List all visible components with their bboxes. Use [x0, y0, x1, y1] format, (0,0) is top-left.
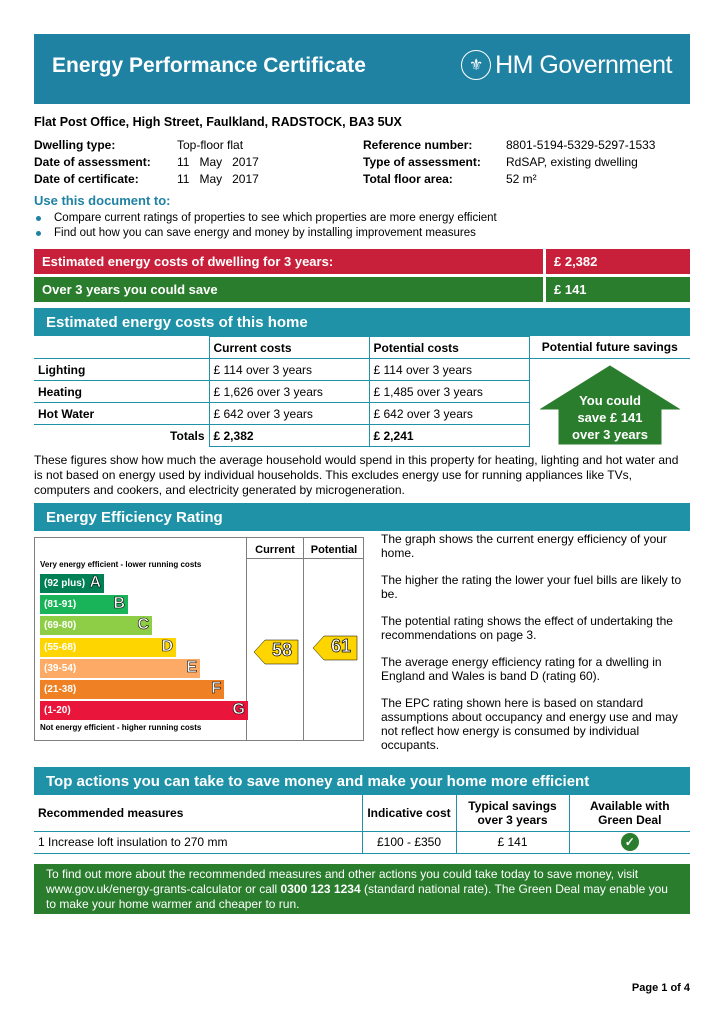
bullet-icon	[36, 216, 41, 221]
band-letter: G	[232, 701, 245, 719]
costs-section-title: Estimated energy costs of this home	[34, 308, 690, 336]
info-row: Type of assessment: RdSAP, existing dwelling	[363, 155, 638, 169]
header-potential-costs: Potential costs	[369, 337, 529, 359]
rating-band-a	[40, 574, 104, 593]
header-potential-savings: Potential future savings	[529, 337, 690, 359]
rating-band-d	[40, 638, 176, 657]
crest-icon: ⚜	[461, 50, 491, 80]
info-row: Date of assessment: 11 May 2017	[34, 155, 259, 169]
actions-section-title: Top actions you can take to save money and make your home more efficient	[34, 767, 690, 795]
costs-explanation: These figures show how much the average household would spend in this property for heating, lighting and hot water and is not based on energy used by individual households. This excludes energy use for running appliances like TVs, computers and cookers, and electricity generated by microgeneration.	[34, 453, 679, 497]
logo-text: HM Government	[495, 50, 672, 79]
band-letter: A	[89, 574, 101, 591]
footer-info: To find out more about the recommended measures and other actions you could take today to save money, visit www.gov.uk/energy-grants-calculator or call 0300 123 1234 (standard national rate). The Green Deal may enable you to make your home warmer and cheaper to run.	[34, 864, 690, 914]
totals-row: Totals £ 2,382 £ 2,241	[34, 425, 690, 447]
rating-explanation: The graph shows the current energy efficiency of your home. The higher the rating the lower your fuel bills are likely to be. The potential rating shows the effect of undertaking the recommendations on page 3. The average energy efficiency rating for a dwelling in England and Wales is band D (rating 60). The EPC rating shown here is based on standard assumptions about occupancy and energy use and may not reflect how energy is consumed by individual occupants.	[381, 532, 682, 752]
info-row: Total floor area: 52 m²	[363, 172, 537, 186]
list-item: Compare current ratings of properties to see which properties are more energy efficient	[34, 212, 497, 224]
potential-rating-value: 61	[330, 636, 352, 656]
bullet-icon	[36, 231, 41, 236]
rating-band-b	[40, 595, 128, 614]
info-left	[34, 138, 259, 189]
band-range: (39-54)	[44, 662, 77, 674]
savings-message: You could save £ 141 over 3 years	[572, 393, 648, 442]
rating-band-f	[40, 680, 224, 699]
savings-label: Over 3 years you could save	[34, 277, 543, 302]
band-letter: E	[186, 658, 197, 676]
hm-government-logo	[461, 50, 672, 80]
page-title: Energy Performance Certificate	[52, 54, 366, 77]
band-range: (69-80)	[44, 620, 77, 632]
band-letter: F	[211, 680, 221, 697]
use-document-title: Use this document to:	[34, 193, 171, 208]
header-banner	[34, 34, 690, 104]
info-row: Date of certificate: 11 May 2017	[34, 172, 259, 186]
table-row: Lighting £ 114 over 3 years £ 114 over 3 years	[34, 359, 690, 381]
estimated-cost-value: £ 2,382	[546, 249, 690, 274]
info-row: Reference number: 8801-5194-5329-5297-1533	[363, 138, 656, 152]
list-item: Find out how you can save energy and money by installing improvement measures	[34, 227, 476, 239]
potential-header: Potential	[310, 544, 358, 556]
band-letter: D	[161, 637, 173, 655]
info-row: Dwelling type: Top-floor flat	[34, 138, 244, 152]
band-range: (1-20)	[44, 705, 71, 717]
rating-band-c	[40, 616, 152, 635]
rating-band-g	[40, 701, 248, 720]
table-header-row: Recommended measures Indicative cost Typical savings over 3 years Available with Green Deal	[34, 795, 690, 831]
bottom-scale-label: Not energy efficient - higher running costs	[40, 723, 202, 732]
band-range: (55-68)	[44, 641, 77, 653]
estimated-cost-label: Estimated energy costs of dwelling for 3 years:	[34, 249, 543, 274]
band-range: (21-38)	[44, 684, 77, 695]
actions-table	[34, 795, 690, 854]
header-current-costs: Current costs	[209, 337, 369, 359]
rating-band-e	[40, 659, 200, 678]
rating-chart	[34, 537, 364, 741]
table-row: Hot Water £ 642 over 3 years £ 642 over 3 years	[34, 403, 690, 425]
band-range: (81-91)	[44, 599, 77, 611]
table-header-row	[34, 337, 690, 359]
band-letter: C	[137, 616, 149, 634]
rating-section-title: Energy Efficiency Rating	[34, 503, 690, 531]
savings-value: £ 141	[546, 277, 690, 302]
page-number: Page 1 of 4	[631, 982, 690, 994]
table-row: 1 Increase loft insulation to 270 mm £100 - £350 £ 141 ✓	[34, 831, 690, 853]
check-icon: ✓	[621, 833, 639, 851]
phone-number: 0300 123 1234	[280, 882, 361, 896]
band-range: (92 plus)	[44, 578, 86, 589]
current-header: Current	[255, 544, 295, 556]
property-address: Flat Post Office, High Street, Faulkland, RADSTOCK, BA3 5UX	[34, 115, 402, 129]
band-letter: B	[113, 595, 125, 613]
info-right	[363, 138, 655, 189]
table-row: Heating £ 1,626 over 3 years £ 1,485 over 3 years	[34, 381, 690, 403]
top-scale-label: Very energy efficient - lower running costs	[40, 560, 202, 569]
current-rating-value: 58	[271, 640, 293, 660]
